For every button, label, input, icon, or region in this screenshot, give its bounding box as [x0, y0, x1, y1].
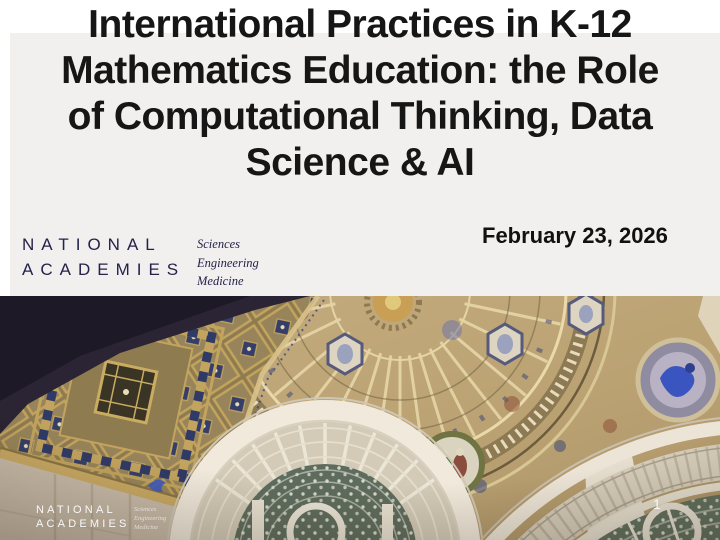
photo-watermark-programs — [134, 505, 166, 532]
slide-title — [0, 2, 720, 186]
watermark-program-medicine: Medicine — [134, 524, 159, 531]
page-number: 1 — [653, 496, 661, 512]
photo-watermark-logo — [36, 503, 130, 531]
logo-programs — [197, 235, 259, 291]
title-line-2: Mathematics Education: the Role — [61, 49, 659, 92]
title-line-4: Science & AI — [245, 141, 475, 184]
logo-program-engineering: Engineering — [197, 255, 259, 270]
watermark-word-academies: ACADEMIES — [36, 518, 130, 530]
watermark-program-engineering: Engineering — [134, 515, 167, 522]
logo-word-national: NATIONAL — [22, 235, 162, 254]
logo-program-sciences: Sciences — [197, 237, 241, 251]
title-line-3: of Computational Thinking, Data — [67, 95, 653, 138]
date-label: February 23, 2026 — [482, 223, 668, 248]
logo-word-academies: ACADEMIES — [22, 260, 186, 279]
watermark-program-sciences: Sciences — [134, 506, 157, 513]
watermark-word-national: NATIONAL — [36, 504, 116, 516]
title-line-1: International Practices in K-12 — [88, 3, 632, 46]
national-academies-logo — [22, 232, 185, 282]
logo-program-medicine: Medicine — [197, 274, 244, 288]
